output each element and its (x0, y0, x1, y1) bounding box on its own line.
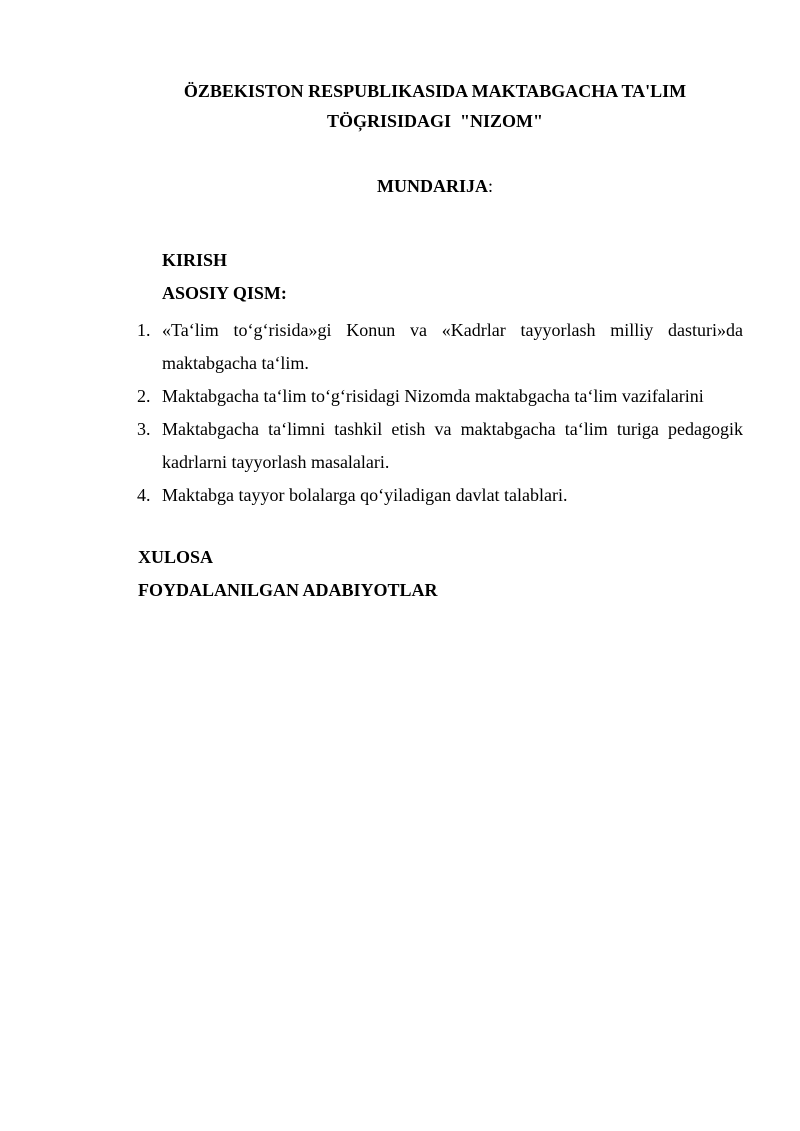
list-item (137, 479, 743, 512)
contents-heading (120, 174, 750, 198)
contents-list (137, 314, 743, 512)
list-item-number: 4. (137, 485, 151, 505)
list-item (137, 314, 743, 380)
list-item-number: 3. (137, 419, 151, 439)
list-item-number: 2. (137, 386, 151, 406)
list-item-text: «Ta‘lim to‘g‘risida»gi Konun va «Kadrlar tayyorlash milliy dasturi»da maktabgacha ta‘lim. (162, 320, 743, 373)
list-item-text: Maktabga tayyor bolalarga qo‘yiladigan davlat talablari. (162, 485, 568, 505)
list-item-text: Maktabgacha ta‘lim to‘g‘risidagi Nizomda maktabgacha ta‘lim vazifalarini (162, 386, 704, 406)
section-conclusion: XULOSA (138, 547, 214, 567)
contents-heading-colon: : (487, 176, 493, 196)
section-intro: KIRISH (162, 250, 228, 270)
contents-heading-text: MUNDARIJA (376, 176, 488, 196)
section-references: FOYDALANILGAN ADABIYOTLAR (138, 580, 438, 600)
list-item-text: Maktabgacha ta‘limni tashkil etish va maktabgacha ta‘lim turiga pedagogik kadrlarni tayyorlash masalalari. (162, 419, 743, 472)
list-item (137, 413, 743, 479)
list-item (137, 380, 743, 413)
list-item-number: 1. (137, 320, 151, 340)
document-title (120, 76, 750, 136)
title-line-2: TÖĢRISIDAGI "NIZOM" (326, 111, 544, 131)
section-main-part: ASOSIY QISM: (162, 283, 287, 303)
title-line-1: ÖZBEKISTON RESPUBLIKASIDA MAKTABGACHA TA'LIM (183, 81, 687, 101)
